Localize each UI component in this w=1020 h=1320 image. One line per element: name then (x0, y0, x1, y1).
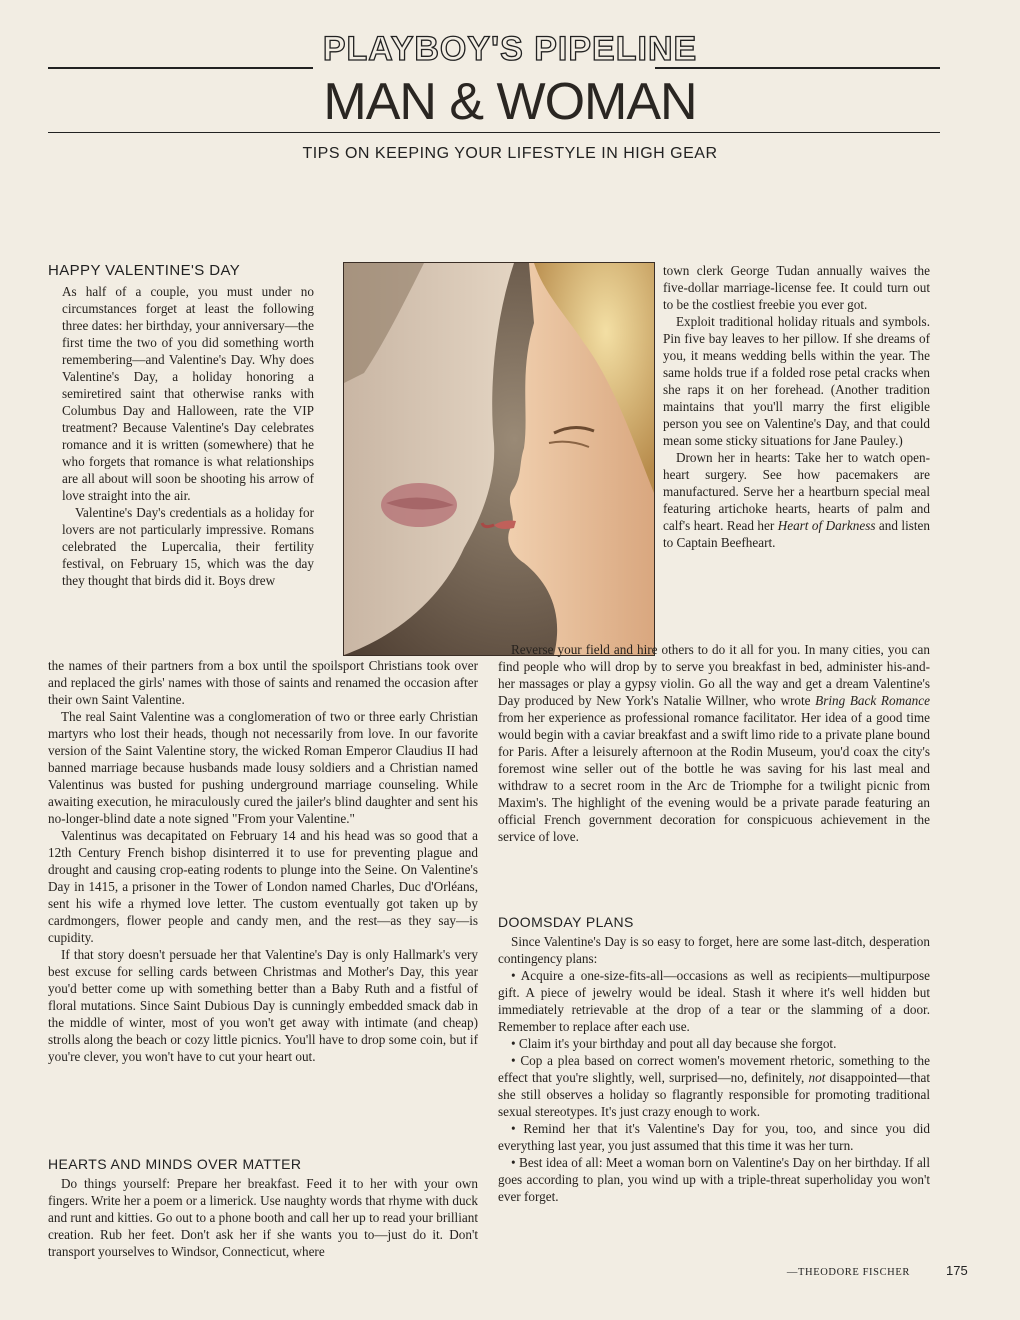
page-title: MAN & WOMAN (323, 73, 697, 131)
left-wide-column (48, 657, 478, 1065)
paragraph: As half of a couple, you must under no circumstances forget at least the following three dates: her birthday, your anniversary—the first time the two of you did something worth remembering—and Valentine's Day. Why does Valentine's Day, a holiday honoring a semiretired saint that otherwise ranks with Columbus Day and Halloween, rate the VIP treatment? Because Valentine's Day celebrates romance and it is written (somewhere) that he who forgets that romance is what relationships are all about will soon be shooting his arrow of love straight into the air. (62, 284, 314, 503)
paragraph: the names of their partners from a box until the spoilsport Christians took over and replaced the girls' names with those of saints and renamed the occasion after their own Saint Valentine. (48, 658, 478, 707)
left-narrow-column (62, 283, 314, 589)
paragraph: Since Valentine's Day is so easy to forget, here are some last-ditch, desperation contingency plans: (498, 934, 930, 966)
section-heading-hearts: HEARTS AND MINDS OVER MATTER (48, 1156, 302, 1172)
right-wide-column (498, 641, 930, 845)
couple-kissing-photo (343, 262, 655, 656)
bullet-item: • Best idea of all: Meet a woman born on Valentine's Day on her birthday. If all goes according to plan, you wind up with a triple-threat superholiday you won't ever forget. (498, 1155, 930, 1204)
author-byline: —THEODORE FISCHER (786, 1267, 910, 1278)
section-heading-valentine: HAPPY VALENTINE'S DAY (48, 262, 241, 279)
page-number: 175 (946, 1263, 968, 1278)
paragraph: The real Saint Valentine was a conglomeration of two or three early Christian martyrs who lost their heads, though not necessarily from love. In our favorite version of the Saint Valentine story, the wicked Roman Emperor Claudius II had banned marriage because husbands made lousy soldiers and a Christian named Valentinus was busted for pushing underground marriage counseling. While awaiting execution, he miraculously cured the jailer's blind daughter and sent his no-longer-blind date a note signed "From your Valentine." (48, 709, 478, 826)
page-subtitle: TIPS ON KEEPING YOUR LIFESTYLE IN HIGH GEAR (302, 145, 718, 162)
bullet-item: • Remind her that it's Valentine's Day for you, too, and since you did everything last year, you just assumed that this time it was her turn. (498, 1121, 930, 1153)
paragraph: Valentinus was decapitated on February 14 and his head was so good that a 12th Century French bishop disinterred it to use for preventing plague and drought and causing crop-eating rodents to plunge into the Seine. On Valentine's Day in 1415, a prisoner in the Tower of London named Charles, Duc d'Orléans, sent his wife a rhymed love letter. The custom eventually got taken up by cardmongers, flower people and candy men, and the rest—as they say—is cupidity. (48, 828, 478, 945)
section-heading-doomsday: DOOMSDAY PLANS (498, 914, 634, 930)
paragraph: town clerk George Tudan annually waives the five-dollar marriage-license fee. It could turn out to be the costliest freebie you ever got. (663, 263, 930, 312)
header-rule-left (48, 67, 313, 69)
paragraph: Valentine's Day's credentials as a holiday for lovers are not particularly impressive. Romans celebrated the Lupercalia, their fertility festival, on February 15, which was the day they thought that birds did it. Boys drew (62, 505, 314, 588)
paragraph: Reverse your field and hire others to do it all for you. In many cities, you can find people who will drop by to serve you breakfast in bed, administer his-and-her massages or play a gypsy violin. Go all the way and get a dream Valentine's Day produced by New York's Natalie Willner, who wrote Bring Back Romance from her experience as professional romance facilitator. Her idea of a good time would begin with a caviar breakfast and a swift limo ride to a private plane bound for Paris. After a leisurely afternoon at the Rodin Museum, you'd coax the city's foremost wine seller out of the bottle he was saving for his last meal and withdraw to a secret room in the Arc de Triomphe for a twilight picnic from Maxim's. The highlight of the evening would be a private parade featuring an official French government decoration for conspicuous achievement in the service of love. (498, 642, 930, 844)
paragraph: If that story doesn't persuade her that Valentine's Day is only Hallmark's very best excuse for selling cards between Christmas and Mother's Day, this year you'd better come up with something better than a Baby Ruth and a fistful of floral mutations. Since Saint Dubious Day is cunningly embedded smack dab in the middle of winter, most of you won't get away with intimate (and cheap) strolls along the beach or cozy little picnics. You'll have to drop some coin, but if you're clever, you won't have to cut your heart out. (48, 947, 478, 1064)
bullet-item: • Claim it's your birthday and pout all day because she forgot. (511, 1036, 837, 1051)
doomsday-column (498, 933, 930, 1205)
paragraph: Drown her in hearts: Take her to watch open-heart surgery. See how pacemakers are manufactured. Serve her a heartburn special meal featuring artichoke hearts, hearts of palm and calf's heart. Read her Heart of Darkness and listen to Captain Beefheart. (663, 450, 930, 550)
title-rule (48, 132, 940, 133)
department-kicker: PLAYBOY'S PIPELINE (322, 30, 698, 68)
left-bottom-column (48, 1175, 478, 1260)
bullet-item: • Acquire a one-size-fits-all—occasions as well as recipients—multipurpose gift. A piece of jewelry would be ideal. Stash it where it's well hidden but immediately retrievable at the drop of a tear or the slamming of a door. Remember to replace after each use. (498, 968, 930, 1034)
right-narrow-column (663, 262, 930, 551)
bullet-item: • Cop a plea based on correct women's movement rhetoric, something to the effect that you're slightly, well, surprised—no, definitely, not disappointed—that she still observes a holiday so flagrantly responsible for promoting traditional sexual stereotypes. It's just crazy enough to work. (498, 1053, 930, 1119)
paragraph: Exploit traditional holiday rituals and symbols. Pin five bay leaves to her pillow. If she dreams of you, it means wedding bells within the year. The same holds true if a folded rose petal cracks when she raps it on her forehead. (Another tradition maintains that you'll marry the first eligible person you see on Valentine's Day, and that could mean some sticky situations for Jane Pauley.) (663, 314, 930, 448)
paragraph: Do things yourself: Prepare her breakfast. Feed it to her with your own fingers. Write her a poem or a limerick. Use naughty words that rhyme with duck and runt and kitties. Go out to a phone booth and call her up to read your brilliant creation. Rub her feet. Don't ask her if she wants you to—just do it. Don't transport yourselves to Windsor, Connecticut, where (48, 1176, 478, 1259)
